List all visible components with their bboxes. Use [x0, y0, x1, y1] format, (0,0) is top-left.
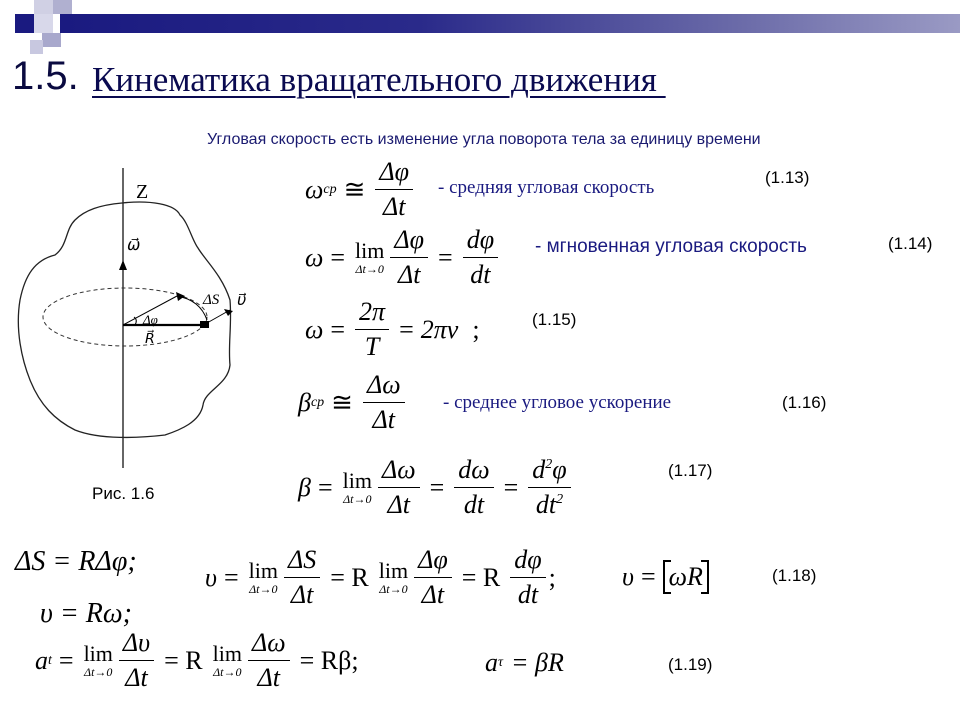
rotation-figure: [0, 160, 280, 480]
equation-number: (1.18): [772, 566, 817, 585]
formula-1-14-description: - мгновенная угловая скорость: [535, 236, 807, 257]
axis-z-label: Z: [136, 181, 149, 203]
equation-number: (1.13): [765, 168, 810, 187]
formula-1-19: a t = lim Δt→0 $\frac{\Delta\upsilon}{\Delta t}$ = R lim Δt→0 $\frac{\Delta\omega}{\Delta t}$ = Rβ;: [35, 628, 359, 692]
equation-number: (1.19): [668, 655, 713, 674]
formula-1-13: ω ср ≅ Δφ Δt: [305, 157, 416, 222]
formula-1-18: υ = lim Δt→0 $\frac{\Delta S}{\Delta t}$ = R lim Δt→0 $\frac{\Delta\varphi}{\Delta t}$ = R dφ dt ;: [205, 545, 556, 609]
omega-vector-label: ω⃗: [127, 237, 141, 254]
radius-vector-label: R⃗: [145, 332, 155, 347]
formula-linear-speed: υ = Rω;: [40, 598, 132, 629]
formula-arc-length: ΔS = RΔφ;: [15, 546, 137, 577]
velocity-vector-label: υ⃗: [237, 292, 247, 309]
equation-number: (1.16): [782, 393, 827, 412]
section-number: 1.5.: [12, 54, 79, 98]
formula-1-17: β = lim Δt→0 $\frac{\Delta\omega}{\Delta t}$ = $\frac{d\omega}{dt}$ = $\frac{d^2\varphi}{dt^2}$: [298, 455, 574, 520]
equation-number: (1.14): [888, 234, 933, 253]
formula-1-13-description: - средняя угловая скорость: [438, 177, 655, 198]
formula-1-14: ω = lim Δt→0 $\frac{\Delta\varphi}{\Delta t}$ = $\frac{d\varphi}{dt}$: [305, 225, 501, 290]
formula-1-16-description: - среднее угловое ускорение: [443, 392, 672, 413]
formula-1-15: ω = $\frac{2\pi}{T}$ = 2πν ;: [305, 297, 480, 361]
formula-tangential-acceleration: a τ = βR: [485, 648, 564, 677]
equation-number: (1.17): [668, 461, 713, 480]
equation-number: (1.15): [532, 310, 577, 329]
figure-caption: Рис. 1.6: [92, 484, 155, 503]
slide-title: Кинематика вращательного движения: [92, 60, 666, 99]
angle-label: Δφ: [143, 312, 158, 327]
arc-length-label: ΔS: [203, 292, 220, 308]
formula-1-16: β ср ≅ Δω Δt: [298, 370, 408, 435]
formula-velocity-vector: υ = ωR: [622, 560, 709, 594]
subtitle: Угловая скорость есть изменение угла поворота тела за единицу времени: [207, 131, 761, 148]
